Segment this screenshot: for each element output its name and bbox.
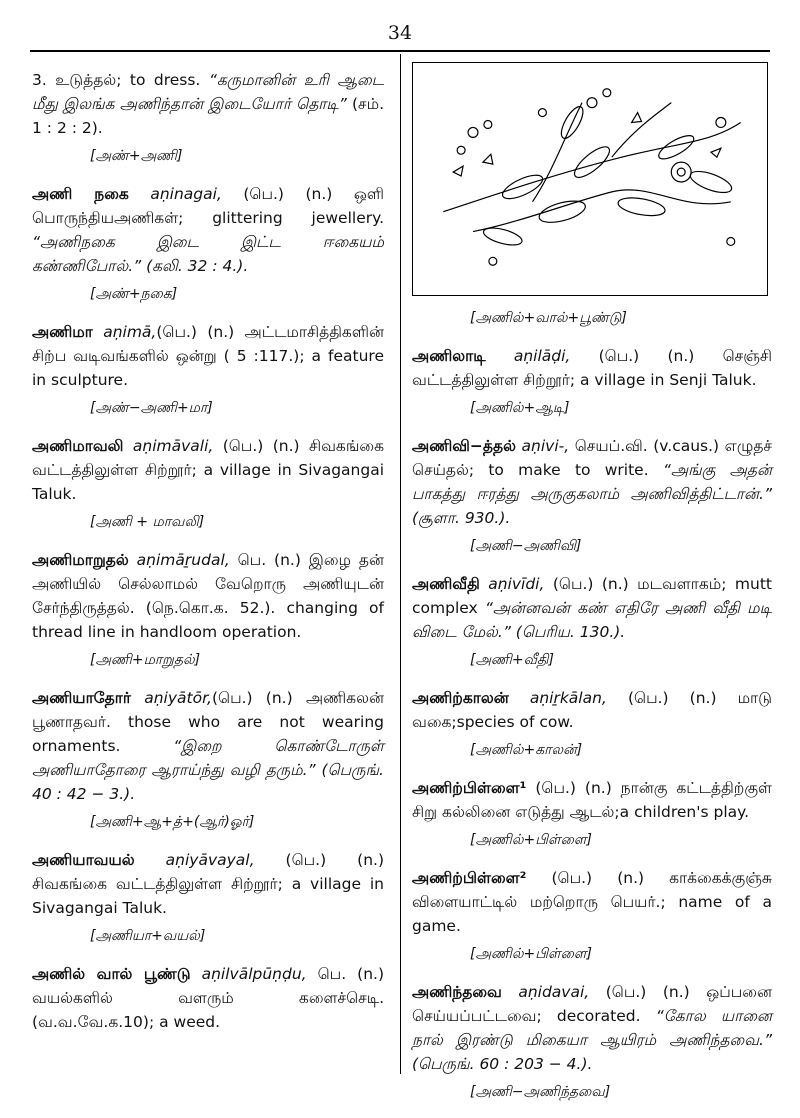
headword: அணில் வால் பூண்டு [32, 965, 191, 983]
dictionary-entry [412, 572, 772, 644]
headword: அணிற்காலன் [412, 689, 509, 707]
headword: அணியாவயல் [32, 851, 135, 869]
definition: (பெ.) (n.) அட்டமாசித்திகளின் சிற்ப வடிவங்களில் ஒன்று ( 5 :117.); a feature in sculpture. [32, 323, 384, 389]
dictionary-entry [32, 68, 384, 140]
column-divider [400, 54, 401, 1074]
etymology: [அணில்+காலன்] [470, 742, 583, 758]
transliteration: aṇiyātōr, [130, 689, 212, 707]
etymology: [அணி−அணிவி] [470, 538, 582, 554]
plant-drawing-icon [413, 63, 767, 295]
transliteration: aṇimāṟudal, [128, 551, 230, 569]
dictionary-entry [32, 320, 384, 392]
transliteration: aṇilvālpūṇḍu, [190, 965, 307, 983]
page-number: 34 [387, 22, 413, 44]
citation-quote: “இறை கொண்டோருள் அணியாதோரை ஆராய்ந்து வழி தரும்.” (பெருங். 40 : 42 − 3.). [32, 737, 384, 803]
definition: (பெ.) (n.) சிவகங்கை வட்டத்திலுள்ள சிற்றூர்; a village in Sivagangai Taluk. [32, 851, 384, 917]
definition: செயப்.வி. (v.caus.) எழுதச் செய்தல்; to make to write. [412, 437, 772, 479]
dictionary-entry [412, 776, 772, 824]
right-column [412, 308, 772, 1118]
etymology: [அணில்+பிள்ளை] [470, 832, 592, 848]
definition: பெ. (n.) இழை தன் அணியில் செல்லாமல் வேறொரு அணியுடன் சேர்ந்திருத்தல். (நெ.கொ.க. 52.). changing of thread line in handloom operation. [32, 551, 385, 641]
citation-quote: “கோல யானை நால் இரண்டு மிகையா ஆயிரம் அணிந்தவை.” (பெருங். 60 : 203 − 4.). [412, 1007, 772, 1073]
illustration-caption: [அணில்+வால்+பூண்டு] [470, 310, 627, 326]
definition: (பெ.) (n.) அணிகலன் பூணாதவர். those who are not wearing ornaments. [32, 689, 384, 755]
definition: (பெ.) (n.) ஒப்பனை செய்யப்பட்டவை; decorated. [412, 983, 772, 1025]
etymology: [அணில்+பிள்ளை] [470, 946, 592, 962]
etymology: [அணி+ஆ+த்+(ஆர்)ஓர்] [90, 814, 255, 830]
definition: (பெ.) (n.) மாடு வகை;species of cow. [412, 689, 772, 731]
transliteration: aṇimā, [92, 323, 157, 341]
headword: அணிவி−த்தல் [412, 437, 516, 455]
definition: பெ. (n.) வயல்களில் வளரும் களைச்செடி. (வ.வ.வே.க.10); a weed. [32, 965, 384, 1031]
definition: (பெ.) (n.) சிவகங்கை வட்டத்திலுள்ள சிற்றூர்; a village in Sivagangai Taluk. [32, 437, 384, 503]
transliteration: aṇivi-, [515, 437, 570, 455]
dictionary-entry [412, 686, 772, 734]
definition: (பெ.) (n.) மடவளாகம்; mutt complex [412, 575, 772, 617]
dictionary-entry [412, 344, 772, 392]
dictionary-entry [32, 548, 384, 644]
citation-quote: “அன்னவன் கண் எதிரே அணி வீதி மடி விடை மேல்.” (பெரிய. 130.). [412, 599, 772, 641]
headword: அணிலாடி [412, 347, 486, 365]
etymology: [அண்+அணி] [90, 148, 183, 164]
dictionary-entry [412, 434, 772, 530]
dictionary-entry [32, 182, 384, 278]
definition: (பெ.) (n.) காக்கைக்குஞ்சு விளையாட்டில் மற்றொரு பெயர்.; name of a game. [412, 869, 772, 935]
citation-source: (சம். 1 : 2 : 2). [32, 95, 384, 137]
citation-quote: “அங்கு அதன் பாகத்து ஈரத்து அருகுகலாம் அணிவித்திட்டான்.” (சூளா. 930.). [412, 461, 772, 527]
etymology: [அணில்+ஆடி] [470, 400, 570, 416]
etymology: [அணியா+வயல்] [90, 928, 206, 944]
etymology: [அணி−அணிந்தவை] [470, 1084, 611, 1100]
transliteration: aṇilāḍi, [485, 347, 571, 365]
headword: அணிந்தவை [412, 983, 502, 1001]
plant-illustration [412, 62, 768, 296]
definition: (பெ.) (n.) ஒளி பொருந்தியஅணிகள்; glittering jewellery. [32, 185, 384, 227]
dictionary-entry [32, 848, 384, 920]
transliteration: aṇimāvali, [123, 437, 214, 455]
etymology: [அண்+நகை] [90, 286, 178, 302]
headword: அணிற்பிள்ளை² [412, 869, 527, 887]
dictionary-entry [32, 434, 384, 506]
dictionary-entry [412, 980, 772, 1076]
left-column [32, 68, 384, 1038]
definition: (பெ.) (n.) செஞ்சி வட்டத்திலுள்ள சிற்றூர்; a village in Senji Taluk. [412, 347, 773, 389]
etymology: [அணி+வீதி] [470, 652, 554, 668]
transliteration: aṇivīdi, [479, 575, 545, 593]
headword: அணிமா [32, 323, 93, 341]
definition: (பெ.) (n.) நான்கு கட்டத்திற்குள் சிறு கல்லினை எடுத்து ஆடல்;a children's play. [412, 779, 772, 821]
headword: அணிமாறுதல் [32, 551, 129, 569]
dictionary-entry [32, 686, 384, 806]
headword: அணி நகை [32, 185, 129, 203]
sense-text: 3. உடுத்தல்; to dress. [32, 71, 209, 89]
transliteration: aṇiṟkālan, [508, 689, 607, 707]
transliteration: aṇinagai, [128, 185, 222, 203]
headword: அணிமாவலி [32, 437, 124, 455]
citation-quote: “கருமானின் உரி ஆடை மீது இலங்க அணிந்தான் இடையோர் தொடி” [32, 71, 384, 113]
dictionary-entry [32, 962, 384, 1034]
etymology: [அண்−அணி+மா] [90, 400, 213, 416]
headword: அணிவீதி [412, 575, 480, 593]
transliteration: aṇiyāvayal, [134, 851, 255, 869]
transliteration: aṇidavai, [501, 983, 590, 1001]
dictionary-entry [412, 866, 772, 938]
header-rule [30, 50, 770, 52]
headword: அணிற்பிள்ளை¹ [412, 779, 527, 797]
etymology: [அணி + மாவலி] [90, 514, 205, 530]
etymology: [அணி+மாறுதல்] [90, 652, 201, 668]
headword: அணியாதோர் [32, 689, 131, 707]
citation-quote: “அணிநகை இடை இட்ட ஈகையம் கண்ணிபோல்.” (கலி. 32 : 4.). [32, 233, 384, 275]
